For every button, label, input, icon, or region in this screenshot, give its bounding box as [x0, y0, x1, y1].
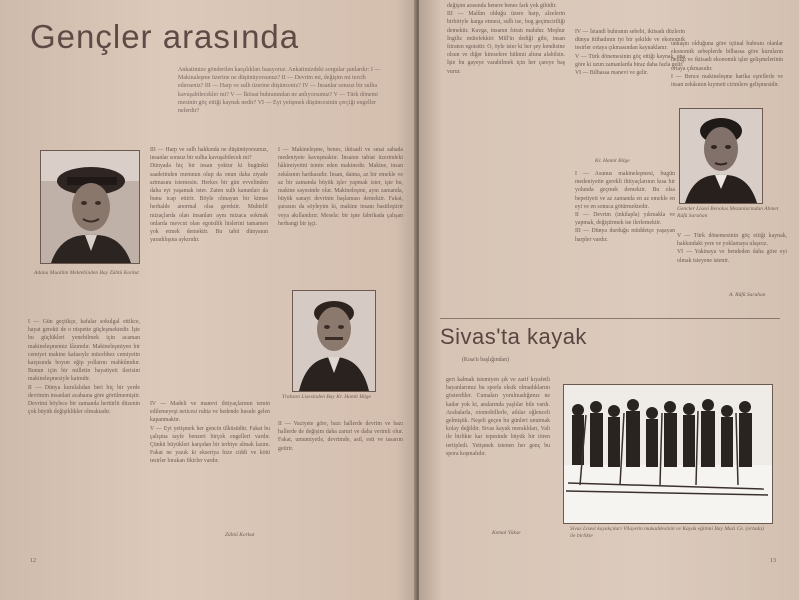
portrait-photo-hamit-bilge [292, 290, 376, 392]
right-column-3: unkaşnı olduğuna göre içtinal bubranı olanlar ekonomik sebeplerde bilhassa göre kuruların netliği ve iktisadi ekonomik işler gelişmelerinin ortaya çıkmasıdır. I — Bence makineleşme harika eşreflerle ve insan zekâsının kıymeti cirimlere gelişmesidir. [671, 41, 783, 89]
section-subtitle: (Kısa'tı başlığından) [462, 357, 509, 363]
portrait-photo-rufu-saruhan [679, 108, 763, 204]
page-headline: Gençler arasında [30, 18, 300, 55]
section-divider [440, 318, 780, 319]
photo4-caption: Sivas Lisesi kayakçıları Vilayetin mukaddesinin ve Kayak eğitimi Bay Muzi Ce. (ortada) ile birlikte [570, 526, 764, 539]
intro-text: Ankatimize gönderilen karşılıkları basıyoruz. Ankatimizdeki sorgular şunlardır: I — Makinaleşme üzerine ne düşünüyorsunuz? II — Devrim mi, değişim mi tercih ederseniz? III — Harp ve sulh üzerine düşünceniz? IV — İnsanlar sonsuz bir sulha kavuşabilecekler mi? V — İktisat buhranından ne anlıyorsunuz? V — Türk dönemi mesinin göç ettiği kaynak nedir? VI — Eyi yetişmek düşüncesinin çerçiği engeller nelerdir? [178, 67, 381, 115]
photo3-caption: Gencler Lisesi Benolus Mezunlarından Ahmet Rüfû Saruhan [677, 206, 779, 219]
photo2-caption: Trabzon Lisesinden Bay Kr. Hamit Bilge [282, 394, 371, 400]
signature-sivas: Kemal Yükse [492, 530, 521, 536]
left-column-1: III — Harp ve sulh hakkında ne düşünüyorsunuz, insanlar sonsuz bir sulha kavuşabilecek mi? Dünyada hiç bir insan yoktur ki bugünkü saadetinden memnun olup da onun daha ziyade artmasını istemesin. Herkes bir gün evvelinden daha eyi yaşamak ister. Zaten sulh kanunları da bunu icap ettirir. Böyle olmayan bir kimse herhalde anormal olsa gerektir. Muhtelif mizaçlarda olan insanları aynı mizaca sokmak onlarda mevcut olan egoistlik hislerini tamamen yok etmek demektir. Bu tabii dünyanın yaradılışına aykırıdır. [150, 147, 268, 244]
page-number-right: 13 [770, 558, 776, 564]
sivas-article-text: geri kalmak istemiyen şık ve zarif kıyafetli bayanlarımız bu sporla eksik olmadıklarını gösterdiler. Cumaları yorulmadığımız ne kadar yok ki, aralarında yaşlılar bile vardı. Arabalarla, otomobillerle, atlılar eğlenceli gelmiştik. Neşeli geçen bu günleri unutmak kolay değildir. Sivas kayak meraklıları, Vali ile birlikte kar tepesinde büyük bir tören tertipledi. Yetişmek istenen her genç bu spora koşmalıdır. [446, 377, 550, 457]
right-column-5: V — Türk dönemesinin göç ettiği kaynak, hakkındaki yere ve yoklamaya ulaşırız. VI — Yakinaya ve bendeden daha göre eyi olmak isteyene istenir. [677, 233, 787, 264]
left-column-3: I — Gün geçtikçe, kafalar sokulgal ettikce, hayat gerekti de o nispette güçleşmektedir. İşte bu güçlükleri yenebilmek için acaman makineleşmemiz lâzımdır. Makineleşmiyen bir cemiyet makine kafasıyle mücehhez cemiyetin karşısında boyun eğip yollarını mahkûmdur. Bunun için bir milletin hayatiyeti ilerisini makineleşmesiyle kaimdir. II — Dünya kurulalıdan beri hiç bir yerde devrimin insanlari acabaına göre görülmemiştir. Devrimi böylece bir zamanda hertürlü düzenin çok büyük değişiklikler olmaktadır. [28, 319, 140, 416]
right-column-1: değişim arasında benere benes fark yok gibidir. III — Malûm olduğu üzere harp, alzelerin birbiriyle karga etmesi, sulh ise, bog geçimciriliği demektir. Kavga, insanın fıtratı mahdur. Meşhur İngiliz mütefekkiri Mill'in dediği gibi, insan fıtraten egoisttir. O, öyle ister ki her şey kendisine olsun ve diğer kimselere hükmü altına alabilsin. İşte bu gayeye varabilmek için her çareye baş vurur. [447, 3, 565, 75]
page-number-left: 12 [30, 558, 36, 564]
section-title-sivas-kayak: Sivas'ta kayak [440, 324, 587, 349]
signature-zuhtu-korkut: Zühtü Korkut [225, 532, 255, 538]
right-column-2: IV — İstandi buhranın sebebi, iktisadı düzlerin dünya ittihadının iyi bir şekilde ve ekonomik tesirler ortaya çıkmasından kaynaklanır. V — Türk dönemesinin göç ettiği kaynak, ona göre ki uzun zamanlarda biraz daha fazla gelir. VI — Bilhassa manevi ve gelir. [575, 29, 685, 77]
signature-rufu-saruhan: A. Rüfû Saruhan [729, 292, 766, 298]
photo1-caption: Adana Muallim Mektebinden Bay Zühtü Korkut [34, 270, 139, 276]
signature-hamit-bilge: Kr. Hamit Bilge [595, 158, 630, 164]
left-column-5: II — Vaziyete göre, bazı hallerde devrim ve bazı hallerde de değişim daha zaruri ve daha verimli olur. Fakat, umumiyetle, devrimde, asil, esti ve tasarım getirir. [278, 421, 403, 452]
group-photo-skiers [563, 384, 773, 524]
portrait-photo-zuhtu-korkut [40, 150, 140, 264]
left-column-2: I — Makineleşme, benes, iktisadi ve sınai sahada medeniyete kavuşmaktır. İnsanın tabiat üzerindeki hâkimiyetini temin eden makinedir. Makine, insan zekâsının harikasıdır. İnsan, daima, az bir emekle ve az bir zamanda büyük işler yapmak ister, işte bu, makine sayesinde olur. Makineleşme, aynı zamanda, büyük sanayi devrinin başlaması demektir. Fakat, şurasını da söyleyim ki, makine insanı basitleştirir veya akıllandırır. Mesela: bir işne fabrikada çalışan herhangi bir işçi. [278, 147, 403, 227]
left-column-4: IV — Madeli ve manevi ihtiyaçlarının temin edilemeyeşi neticesi ruhta ve bedende husule gelen kapanmaktır. V — Eyi yetişmek her gencin ülküsüdür. Fakat bu çalışma tayfe benzeri birçok engelleri vardır. Çünkü büyükleri karşıdan bir terbiye almak lazım. Fakat ne yazık ki ekseriya bize ciddi ve kötü tesirler bırakan fikirler vardır. [150, 401, 270, 465]
right-column-4: I — Asunus makineleşmesi, bugün medeniyetin gerekli ihtiyaçlarının kısa bir yolunda geçmek demektir. Bu olsa bepetiyeti ve az zamanda en az emekle en eyi ve en sonuca götürmektedir. II — Devrim (inkilapla) yıkmakla ve yapmak, değiştirmek ise ilerlemektir. III — Dünya durduğu müddetçe yaşayan harpler vardır. [575, 171, 675, 243]
